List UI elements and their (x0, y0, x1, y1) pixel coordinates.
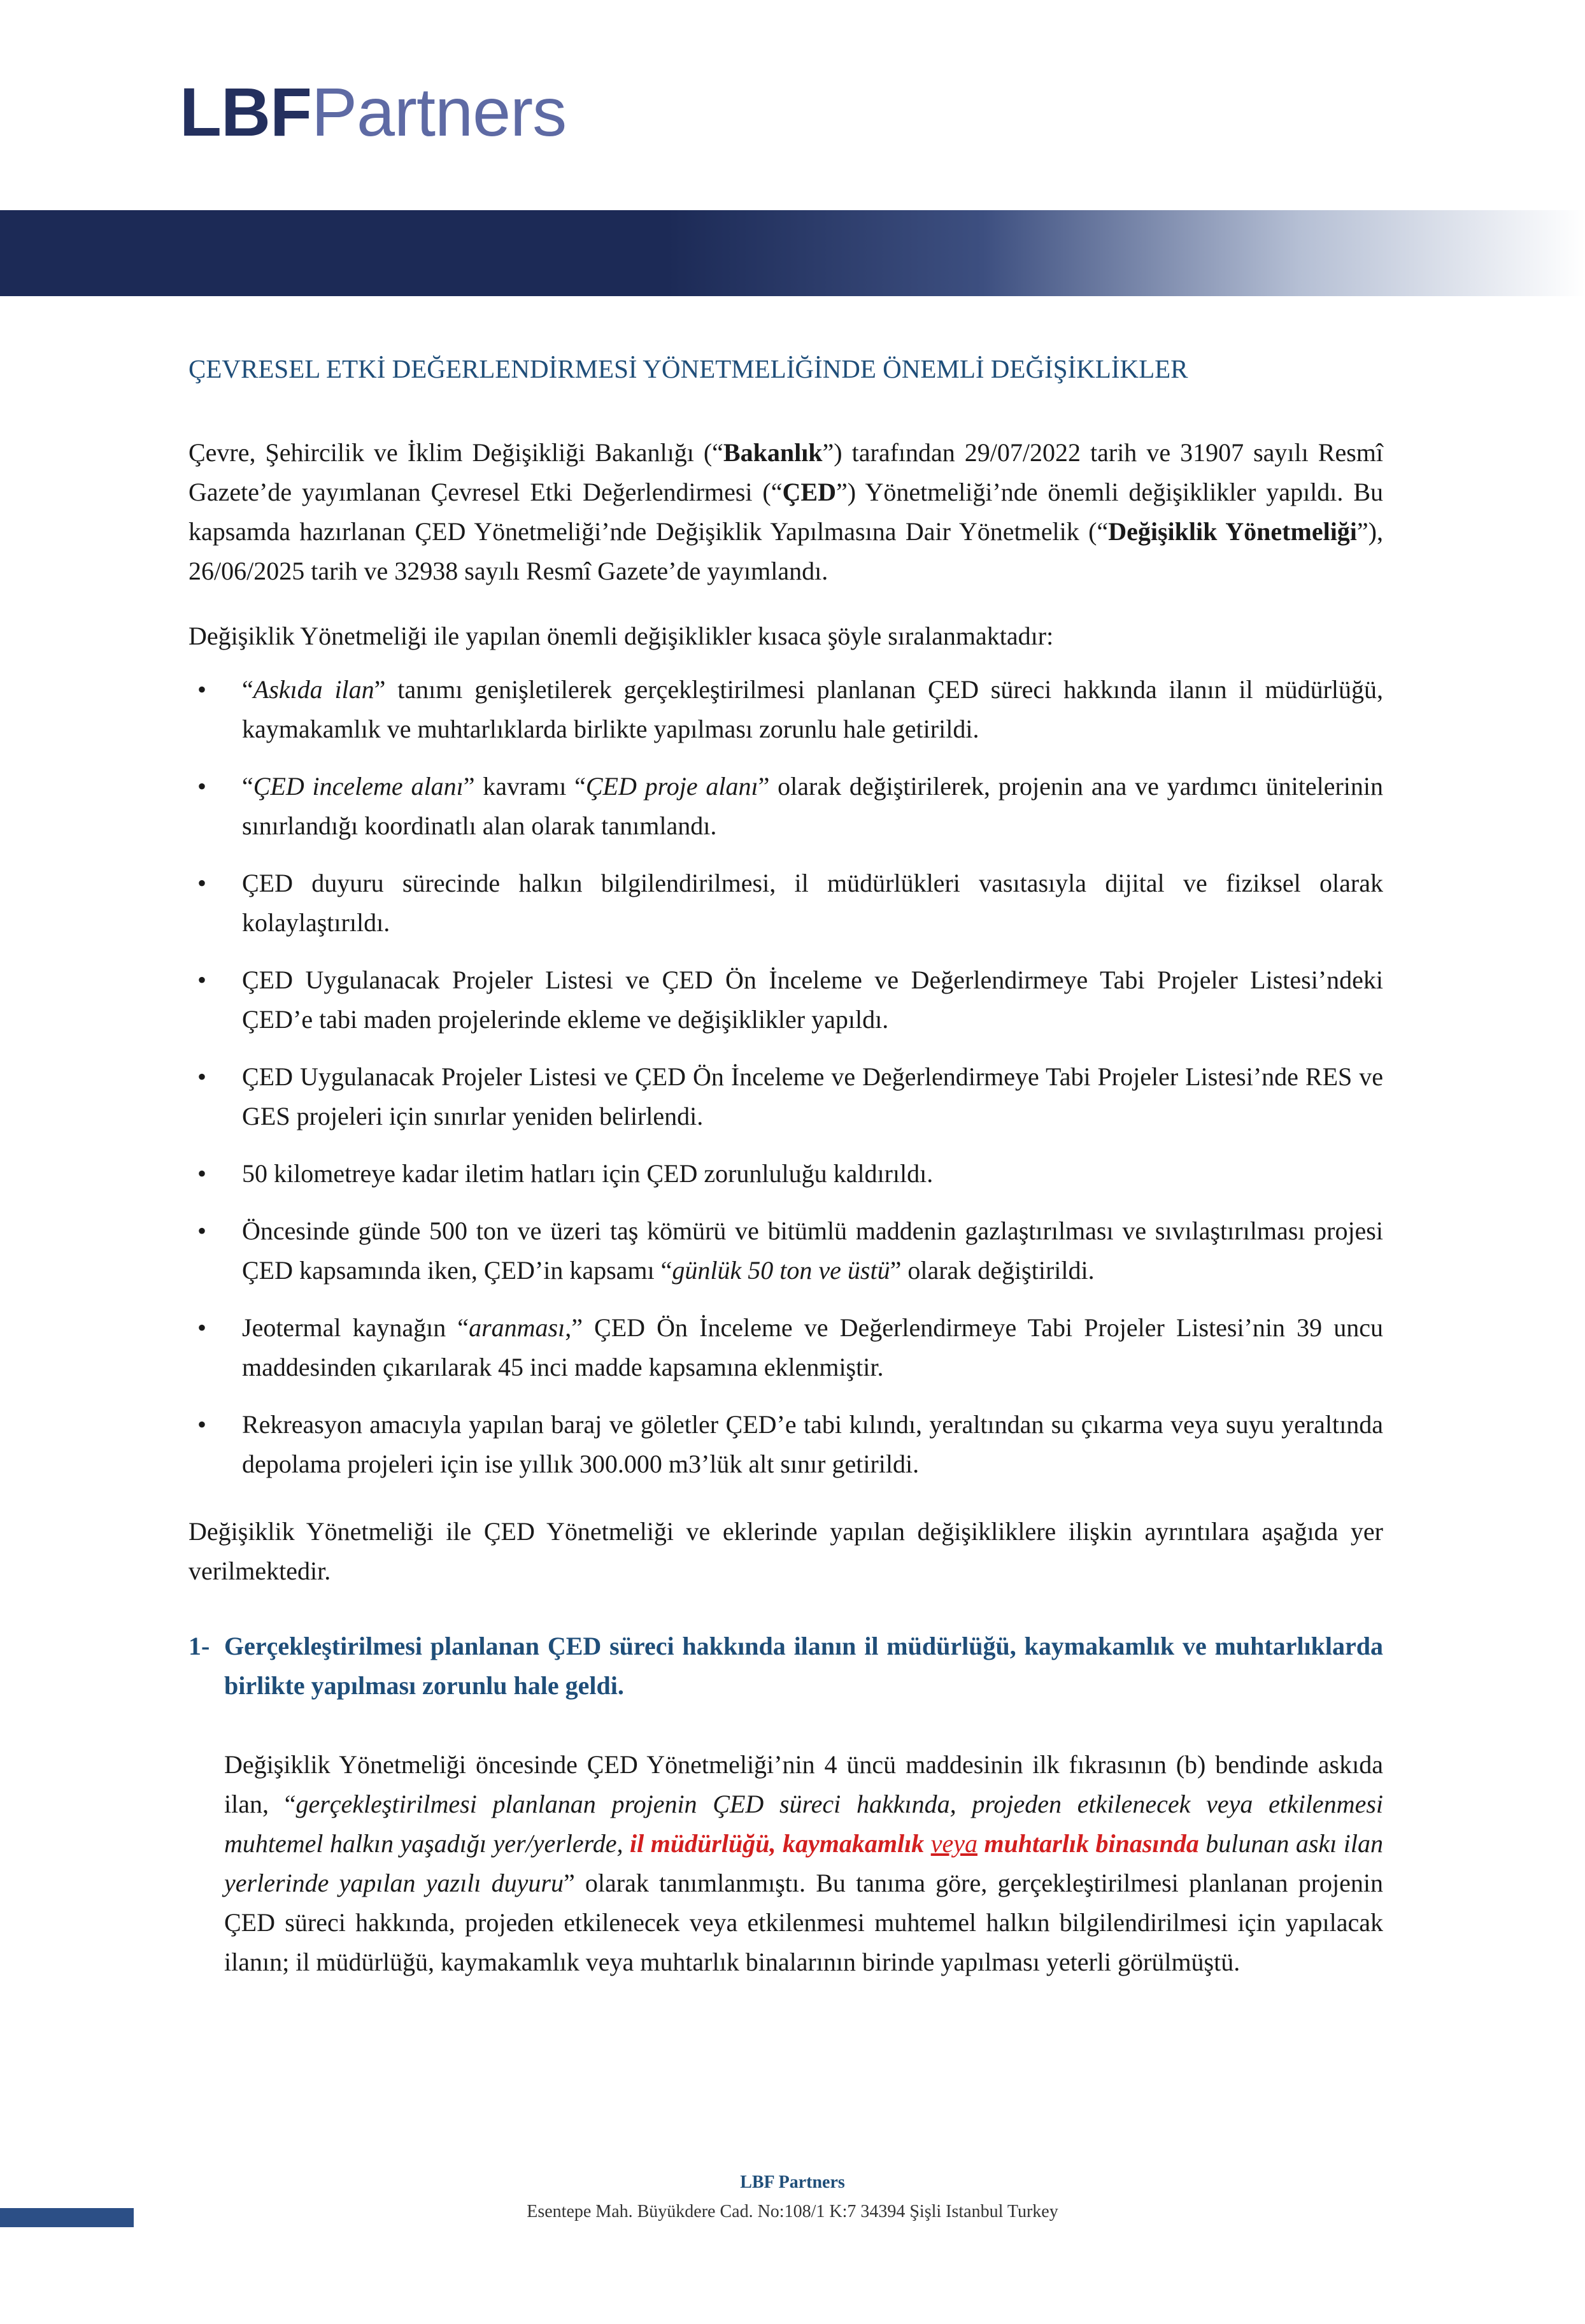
item-text: ÇED duyuru sürecinde halkın bilgilendirilmesi, il müdürlükleri vasıtasıyla dijital ve fiziksel olarak kolaylaştırıldı. (242, 869, 1383, 937)
item-text: Öncesinde günde 500 ton ve üzeri taş kömürü ve bitümlü maddenin gazlaştırılması ve sıvılaştırılması projesi ÇED kapsamında iken, ÇED’in kapsamı “ (242, 1216, 1383, 1285)
section-1-body (188, 1745, 1383, 1982)
intro-paragraph (188, 433, 1383, 591)
section-1-heading-text: Gerçekleştirilmesi planlanan ÇED süreci hakkında ilanın il müdürlüğü, kaymakamlık ve muhtarlıklarda birlikte yapılması zorunlu hale geldi. (224, 1632, 1383, 1700)
intro-text-1: Çevre, Şehircilik ve İklim Değişikliği Bakanlığı (“ (188, 438, 723, 467)
section-text: ” olarak tanımlanmıştı. Bu tanıma göre, gerçekleştirilmesi planlanan projenin ÇED süreci hakkında, projeden etkilenecek veya etkilenmesi muhtemel halkın bilgilendirilmesi için yapılacak ilanın; il müdürlüğü, kaymakamlık veya muhtarlık binalarının birinde yapılması yeterli görülmüştü. (224, 1869, 1383, 1976)
item-text: ,” ÇED Ön İnceleme ve Değerlendirmeye Tabi Projeler Listesi’nin 39 uncu maddesinden çıkarılarak 45 inci madde kapsamına eklenmiştir. (242, 1313, 1383, 1381)
lbf-partners-logo (180, 73, 567, 150)
highlight-red-text: il müdürlüğü, kaymakamlık (629, 1829, 925, 1858)
intro-bold-ced: ÇED (782, 478, 836, 506)
details-intro-paragraph: Değişiklik Yönetmeliği ile ÇED Yönetmeliği ve eklerinde yapılan değişikliklere ilişkin ayrıntılara aşağıda yer verilmektedir. (188, 1517, 1383, 1585)
logo-partners-text: Partners (311, 73, 567, 150)
list-item (188, 1211, 1383, 1290)
item-text: 50 kilometreye kadar iletim hatları için ÇED zorunluluğu kaldırıldı. (242, 1159, 934, 1188)
item-text: Rekreasyon amacıyla yapılan baraj ve göletler ÇED’e tabi kılındı, yeraltından su çıkarma veya suyu yeraltında depolama projeleri için ise yıllık 300.000 m3’lük alt sınır getirildi. (242, 1410, 1383, 1478)
item-text: ” kavramı “ (463, 772, 586, 801)
highlight-red-underline-text: veya (930, 1829, 977, 1858)
list-item (188, 767, 1383, 846)
document-title: ÇEVRESEL ETKİ DEĞERLENDİRMESİ YÖNETMELİĞİNDE ÖNEMLİ DEĞİŞİKLİKLER (188, 354, 1188, 383)
header-gradient-banner (0, 210, 1585, 296)
bullet-icon: • (197, 869, 207, 897)
intro-text-3: ”) Yönetmeliği’nde önemli değişiklikler yapıldı. Bu kapsamda hazırlanan ÇED Yönetmeliği’nde Değişiklik Yapılmasına Dair Yönetmelik (“ (188, 478, 1383, 546)
item-italic: Askıda ilan (253, 675, 374, 704)
item-text: “ (242, 772, 253, 801)
footer-company-name: LBF Partners (740, 2172, 845, 2192)
list-item (188, 1405, 1383, 1484)
intro-bold-bakanlik: Bakanlık (723, 438, 823, 467)
section-1-heading (188, 1627, 1383, 1706)
section-text: Değişiklik Yönetmeliği öncesinde ÇED Yönetmeliği’nin 4 üncü maddesinin ilk fıkrasının (b) bendinde askıda ilan, “ (224, 1750, 1383, 1818)
bullet-icon: • (197, 1410, 207, 1439)
list-item (188, 960, 1383, 1039)
item-text: ” olarak değiştirilerek, projenin ana ve yardımcı ünitelerinin sınırlandığı koordinatlı alan olarak tanımlandı. (242, 772, 1384, 840)
section-space (977, 1829, 984, 1858)
item-text: Jeotermal kaynağın “ (242, 1313, 469, 1342)
highlight-red-text: muhtarlık binasında (984, 1829, 1199, 1858)
item-text: “ (242, 675, 253, 704)
section-italic: bulunan askı ilan yerlerinde yapılan yazılı duyuru (224, 1829, 1384, 1897)
item-text: ÇED Uygulanacak Projeler Listesi ve ÇED Ön İnceleme ve Değerlendirmeye Tabi Projeler Listesi’ndeki ÇED’e tabi maden projelerinde ekleme ve değişiklikler yapıldı. (242, 966, 1383, 1034)
section-1-paragraph (224, 1745, 1383, 1982)
footer-address: Esentepe Mah. Büyükdere Cad. No:108/1 K:7 34394 Şişli Istanbul Turkey (527, 2202, 1058, 2221)
item-italic: ÇED inceleme alanı (253, 772, 464, 801)
intro-text-4: ”), 26/06/2025 tarih ve 32938 sayılı Resmî Gazete’de yayımlandı. (188, 517, 1383, 585)
item-italic: ÇED proje alanı (585, 772, 758, 801)
bullet-icon: • (197, 772, 207, 801)
document-body (188, 331, 1383, 1982)
intro-bold-degisiklik: Değişiklik Yönetmeliği (1108, 517, 1357, 546)
list-item (188, 670, 1383, 749)
bullet-icon: • (197, 1062, 207, 1091)
list-item (188, 864, 1383, 943)
list-item (188, 1154, 1383, 1194)
list-item (188, 1308, 1383, 1387)
section-italic: gerçekleştirilmesi planlanan projenin ÇED süreci hakkında, projeden etkilenecek veya etkilenmesi muhtemel halkın yaşadığı yer/yerlerde, (224, 1790, 1384, 1858)
section-space (924, 1829, 931, 1858)
item-text: ” tanımı genişletilerek gerçekleştirilmesi planlanan ÇED süreci hakkında ilanın il müdürlüğü, kaymakamlık ve muhtarlıklarda birlikte yapılması zorunlu hale getirildi. (242, 675, 1384, 743)
changes-list (188, 670, 1383, 1484)
item-italic: aranması (469, 1313, 565, 1342)
bullet-icon: • (197, 966, 207, 994)
item-italic: günlük 50 ton ve üstü (672, 1256, 890, 1285)
bullet-icon: • (197, 675, 207, 704)
item-text: ” olarak değiştirildi. (890, 1256, 1095, 1285)
bullet-icon: • (197, 1313, 207, 1342)
intro-text-2: ”) tarafından 29/07/2022 tarih ve 31907 sayılı Resmî Gazete’de yayımlanan Çevresel Etki Değerlendirmesi (“ (188, 438, 1383, 506)
list-item (188, 1057, 1383, 1136)
list-lead-paragraph: Değişiklik Yönetmeliği ile yapılan önemli değişiklikler kısaca şöyle sıralanmaktadır: (188, 622, 1054, 650)
section-1-number: 1- (188, 1632, 210, 1660)
item-text: ÇED Uygulanacak Projeler Listesi ve ÇED Ön İnceleme ve Değerlendirmeye Tabi Projeler Listesi’nde RES ve GES projeleri için sınırlar yeniden belirlendi. (242, 1062, 1383, 1130)
logo-lbf-text: LBF (180, 73, 311, 150)
bullet-icon: • (197, 1216, 207, 1245)
bullet-icon: • (197, 1159, 207, 1188)
